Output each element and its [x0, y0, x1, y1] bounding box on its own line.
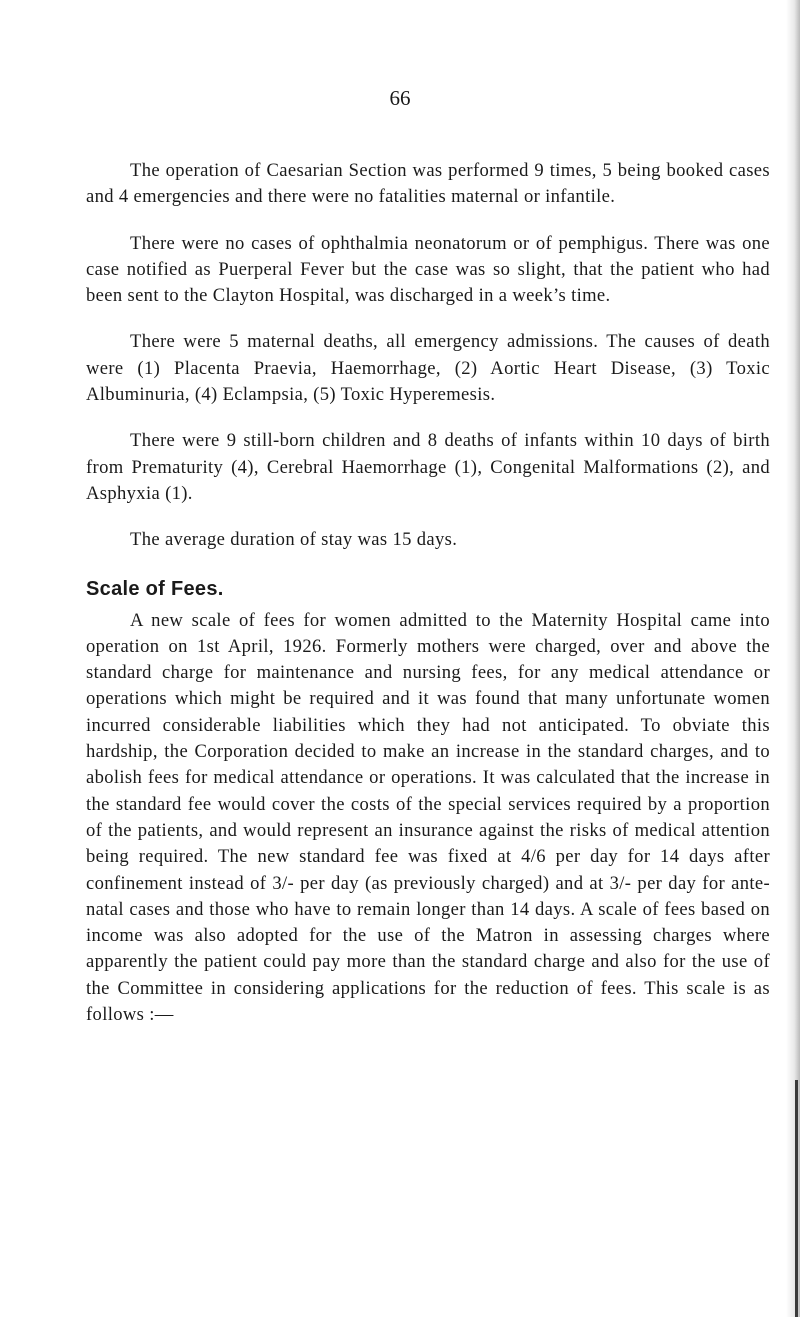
document-body [86, 158, 770, 1048]
paragraph-scale-of-fees: A new scale of fees for women admitted to the Maternity Hospital came into operation on 1st April, 1926. Formerly mothers were charged, over and above the standard charge for maintenance and nursing fees, for any medical attendance or operations which might be required and it was found that many unfortunate women incurred considerable liabilities which they had not anticipated. To obviate this hardship, the Corporation decided to make an increase in the standard charges, and to abolish fees for medical attendance or operations. It was calculated that the increase in the standard fee would cover the costs of the special services required by a proportion of the patients, and would represent an insurance against the risks of medical attention being required. The new standard fee was fixed at 4/6 per day for 14 days after confinement instead of 3/- per day (as previously charged) and at 3/- per day for ante-natal cases and those who have to remain longer than 14 days. A scale of fees based on income was also adopted for the use of the Matron in assessing charges where apparently the patient could pay more than the standard charge and also for the use of the Committee in considering applications for the reduction of fees. This scale is as follows :— [86, 609, 770, 1026]
paragraph-caesarian-section: The operation of Caesarian Section was performed 9 times, 5 being booked cases and 4 emergencies and there were no fatalities maternal or infantile. [86, 160, 770, 208]
section-heading-scale-of-fees: Scale of Fees. [86, 577, 224, 600]
paragraph-still-born-infant-deaths: There were 9 still-born children and 8 deaths of infants within 10 days of birth from Prematurity (4), Cerebral Haemorrhage (1), Congenital Malformations (2), and Asphyxia (1). [86, 430, 770, 504]
paragraph-ophthalmia-puerperal-fever: There were no cases of ophthalmia neonatorum or of pemphigus. There was one case notified as Puerperal Fever but the case was so slight, that the patient who had been sent to the Clayton Hospital, was discharged in a week’s time. [86, 232, 770, 307]
page-edge-binding [795, 1080, 798, 1317]
paragraph-average-stay: The average duration of stay was 15 days. [130, 529, 458, 551]
paragraph-maternal-deaths: There were 5 maternal deaths, all emergency admissions. The causes of death were (1) Placenta Praevia, Haemorrhage, (2) Aortic Heart Disease, (3) Toxic Albuminuria, (4) Eclampsia, (5) Toxic Hyperemesis. [86, 331, 770, 406]
page-number: 66 [389, 86, 411, 110]
